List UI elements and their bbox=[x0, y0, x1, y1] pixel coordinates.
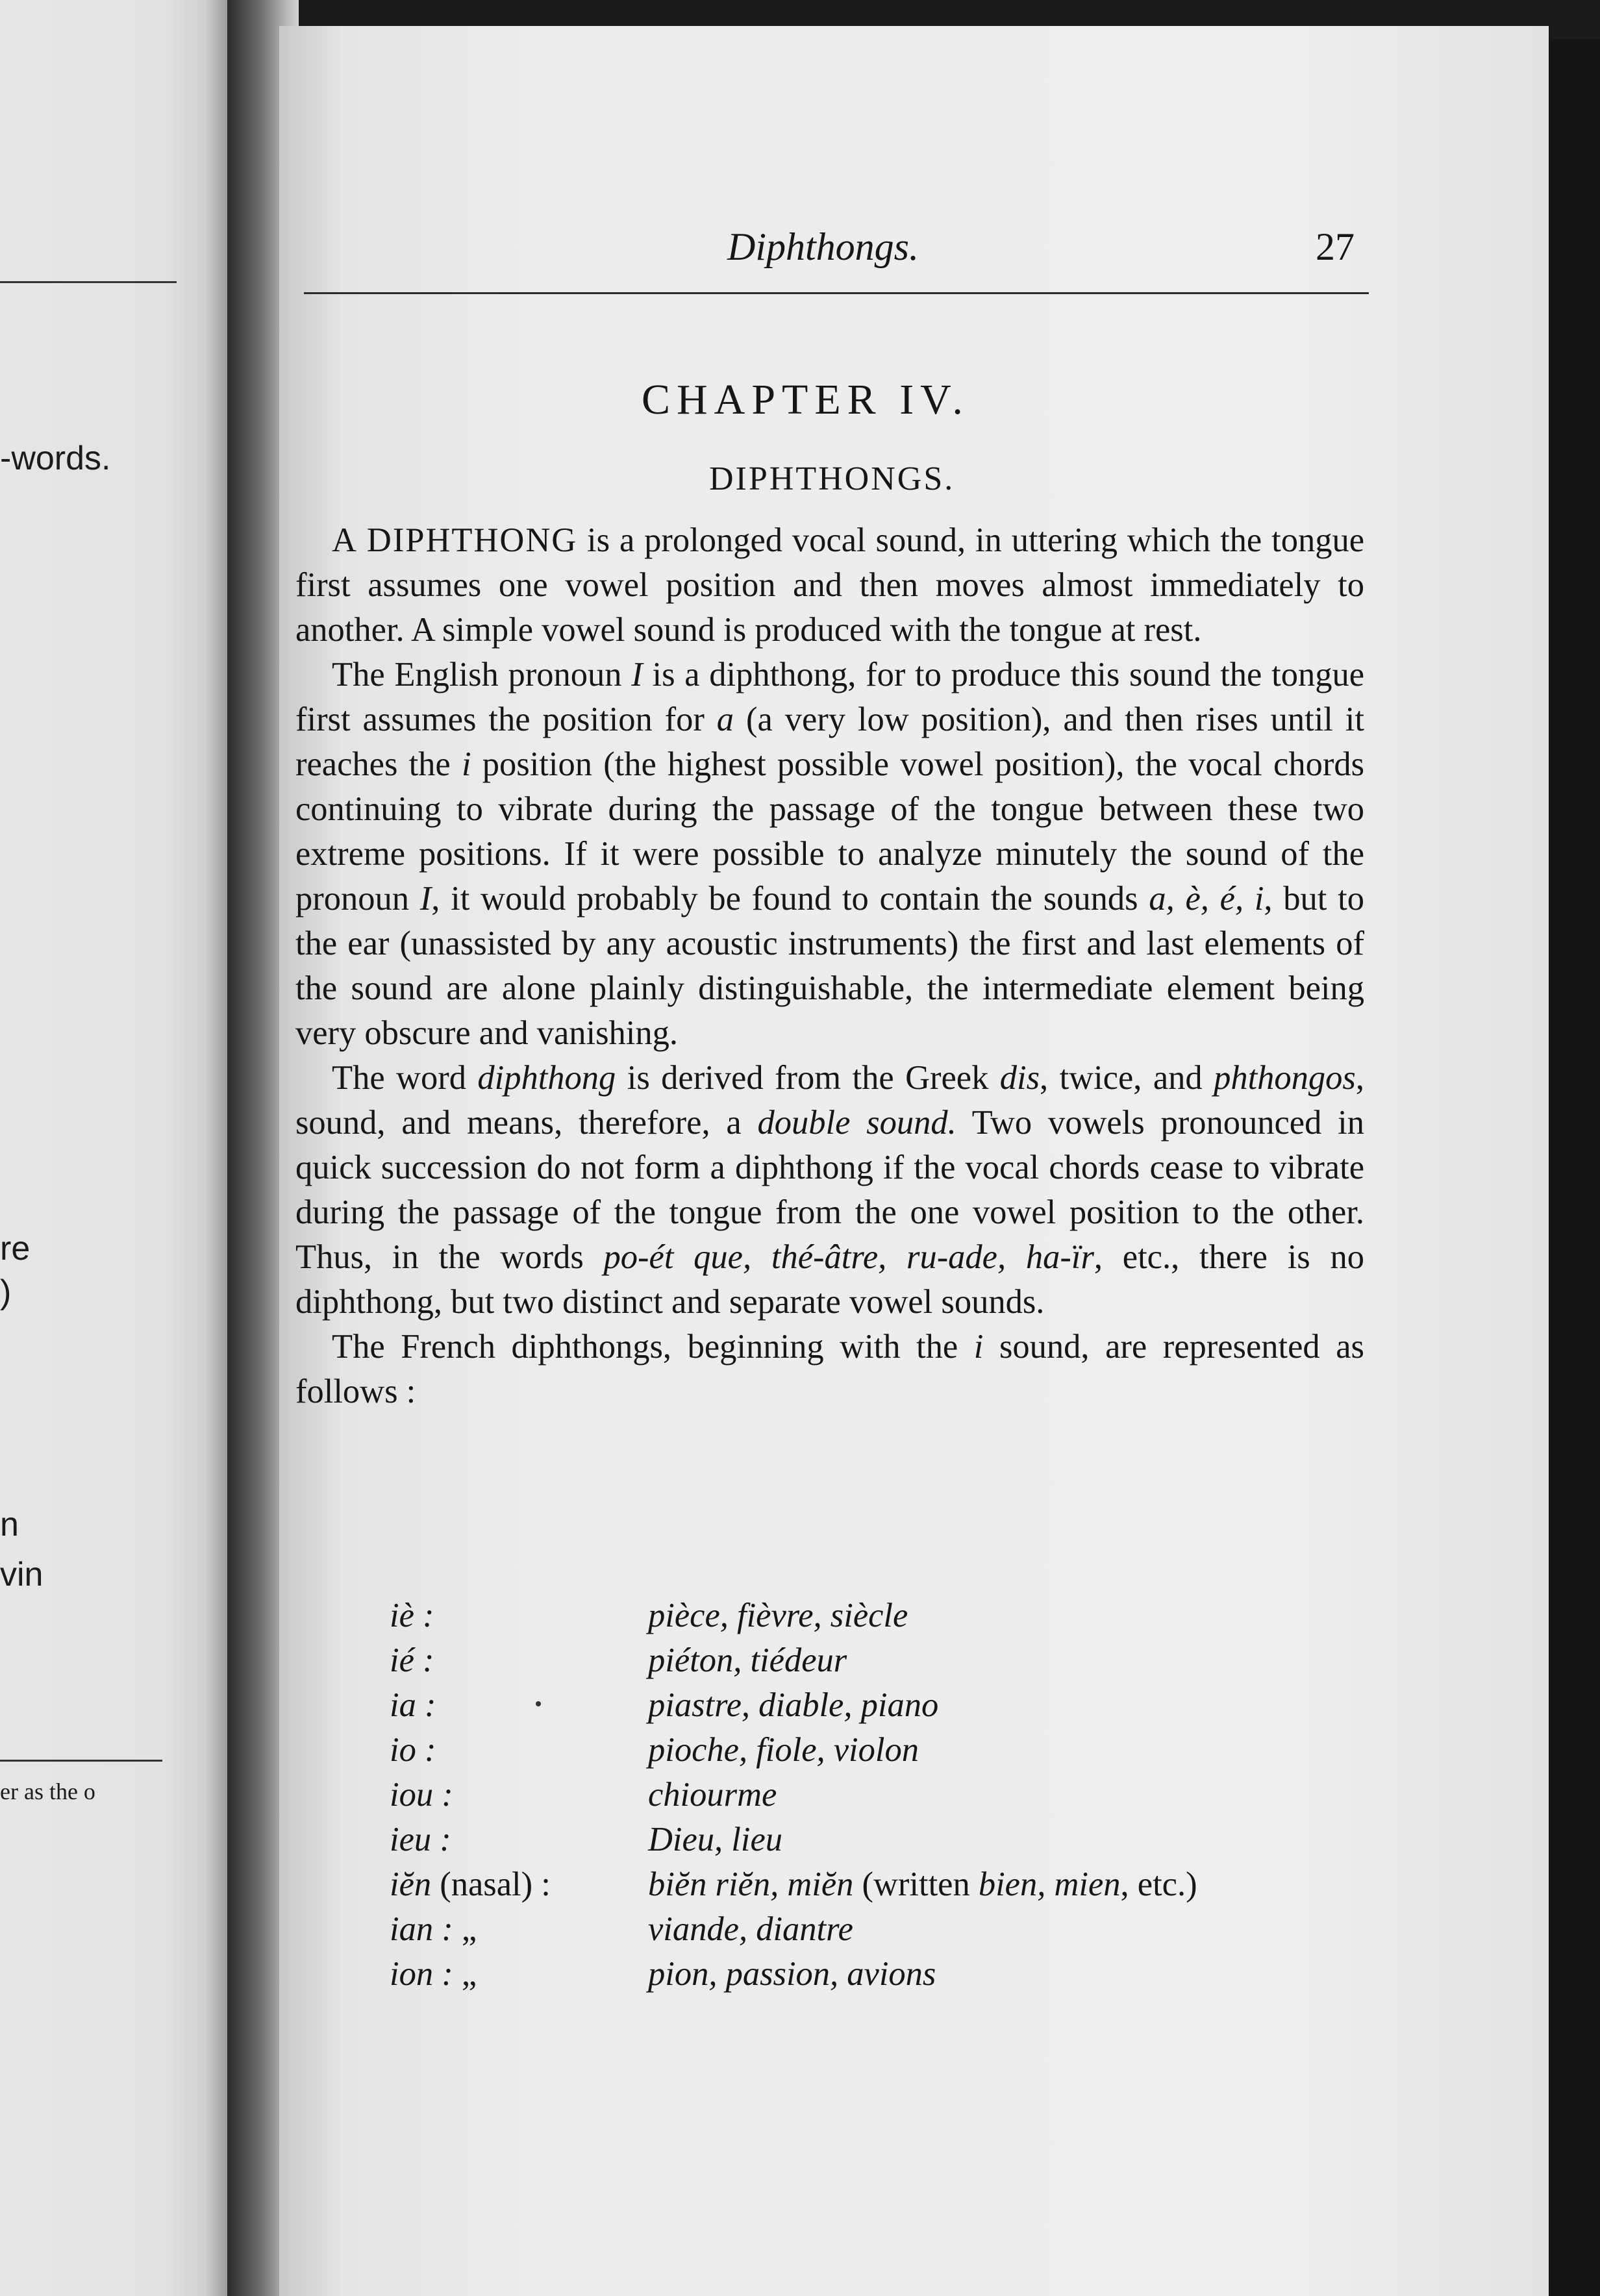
diphthong-sound-note: „ bbox=[453, 1955, 477, 1993]
paragraph-3 bbox=[295, 1056, 1364, 1325]
paragraph-text: The word bbox=[332, 1059, 478, 1097]
italic-term: i bbox=[461, 745, 471, 783]
chapter-subtitle: DIPHTHONGS. bbox=[709, 460, 955, 497]
diphthong-examples-written: bien, mien bbox=[978, 1866, 1121, 1903]
diphthong-sound: ia : bbox=[390, 1686, 436, 1724]
diphthong-sound-note: (nasal) : bbox=[431, 1866, 551, 1903]
diphthong-sound bbox=[390, 1954, 477, 1993]
diphthong-sound-text: ian : bbox=[390, 1910, 453, 1948]
diphthong-examples: pièce, fièvre, siècle bbox=[648, 1597, 908, 1634]
paragraph-text: (a very low position), and then rises until it reaches the bbox=[295, 701, 1364, 783]
page-number: 27 bbox=[1316, 225, 1355, 268]
left-page-line: vin bbox=[0, 1556, 44, 1593]
left-page-rule bbox=[0, 281, 177, 283]
diphthong-sound: ié : bbox=[390, 1641, 434, 1679]
diphthong-sound-note: „ bbox=[453, 1910, 477, 1948]
italic-term: i bbox=[973, 1328, 984, 1366]
diphthong-examples-note: (written bbox=[853, 1866, 979, 1903]
term-diphthong: A DIPHTHONG bbox=[332, 521, 578, 559]
italic-term: diphthong bbox=[477, 1059, 616, 1097]
chapter-title: CHAPTER IV. bbox=[642, 376, 969, 423]
diphthong-sound: ieu : bbox=[390, 1821, 451, 1858]
page-edge-shadow bbox=[1549, 39, 1600, 2296]
paragraph-text: The English pronoun bbox=[332, 656, 632, 693]
diphthong-examples: Dieu, lieu bbox=[648, 1821, 783, 1858]
italic-term: a bbox=[716, 701, 734, 738]
header-rule bbox=[304, 292, 1369, 294]
paragraph-text: is a prolonged vocal sound, in uttering which the tongue first assumes one vowel position and then moves almost immediately to another. A simple vowel sound is produced with the tongue at rest. bbox=[295, 521, 1364, 649]
diphthong-examples-text: biĕn riĕn, miĕn bbox=[648, 1866, 854, 1903]
italic-term: I bbox=[631, 656, 643, 693]
diphthong-examples: pion, passion, avions bbox=[648, 1955, 936, 1993]
paragraph-text: The French diphthongs, beginning with the bbox=[332, 1328, 974, 1366]
print-speck bbox=[536, 1701, 541, 1706]
paragraph-text: , but to the ear (unassisted by any acoustic instruments) the first and last elements of the sound are alone plainly distinguishable, the intermediate element being very obscure and vanishing. bbox=[295, 880, 1364, 1052]
italic-term: double sound. bbox=[757, 1104, 956, 1142]
diphthong-examples: piastre, diable, piano bbox=[648, 1686, 939, 1724]
paragraph-text: sound, are represented as follows : bbox=[295, 1328, 1364, 1410]
paragraph-text: Two vowels pronounced in quick succession do not form a diphthong if the vocal chords cease to vibrate during the passage of the tongue from the one vowel position to the other. Thus, in the words bbox=[295, 1104, 1364, 1276]
diphthong-examples bbox=[648, 1865, 1197, 1904]
diphthong-examples: viande, diantre bbox=[648, 1910, 853, 1948]
paragraph-2 bbox=[295, 653, 1364, 1056]
paragraph-text: , etc., there is no diphthong, but two distinct and separate vowel sounds. bbox=[295, 1238, 1364, 1321]
paragraph-4 bbox=[295, 1325, 1364, 1414]
diphthong-sound: iè : bbox=[390, 1597, 434, 1634]
diphthong-sound: io : bbox=[390, 1731, 436, 1769]
italic-term: dis bbox=[999, 1059, 1040, 1097]
body-text bbox=[295, 518, 1364, 1414]
diphthong-examples: piéton, tiédeur bbox=[648, 1641, 847, 1679]
left-page-line: n bbox=[0, 1506, 19, 1543]
left-page-line: re bbox=[0, 1230, 31, 1267]
diphthong-examples: pioche, fiole, violon bbox=[648, 1731, 919, 1769]
paragraph-1 bbox=[295, 518, 1364, 653]
diphthong-sound-text: iĕn bbox=[390, 1866, 432, 1903]
diphthong-sound: iou : bbox=[390, 1776, 453, 1814]
paragraph-text: position (the highest possible vowel position), the vocal chords continuing to vibrate during the passage of the tongue between these two extreme positions. If it were possible to analyze minutely the sound of the pronoun bbox=[295, 745, 1365, 917]
running-head: Diphthongs. bbox=[727, 225, 919, 268]
paragraph-text: , it would probably be found to contain the sounds bbox=[431, 880, 1149, 917]
italic-term: phthongos bbox=[1214, 1059, 1356, 1097]
diphthong-sound bbox=[390, 1910, 477, 1949]
paragraph-text: , twice, and bbox=[1040, 1059, 1214, 1097]
left-page-footnote-rule bbox=[0, 1760, 162, 1762]
left-page bbox=[0, 0, 234, 2296]
diphthong-sound bbox=[390, 1865, 551, 1904]
diphthong-examples: chiourme bbox=[648, 1776, 777, 1814]
diphthong-examples-tail: , etc.) bbox=[1120, 1866, 1197, 1903]
left-page-line: -words. bbox=[0, 440, 111, 477]
paragraph-text: , sound, and means, therefore, a bbox=[295, 1059, 1364, 1142]
diphthong-sound-text: ion : bbox=[390, 1955, 453, 1993]
paragraph-text: is derived from the Greek bbox=[616, 1059, 1000, 1097]
paragraph-text: is a diphthong, for to produce this sound the tongue first assumes the position for bbox=[295, 656, 1364, 738]
left-page-footnote: er as the o bbox=[0, 1778, 95, 1804]
italic-term: I bbox=[419, 880, 432, 917]
italic-term: po-ét que, thé-âtre, ru-ade, ha-ïr bbox=[603, 1238, 1094, 1276]
italic-term: a, è, é, i bbox=[1149, 880, 1264, 917]
left-page-line: ) bbox=[0, 1273, 12, 1311]
